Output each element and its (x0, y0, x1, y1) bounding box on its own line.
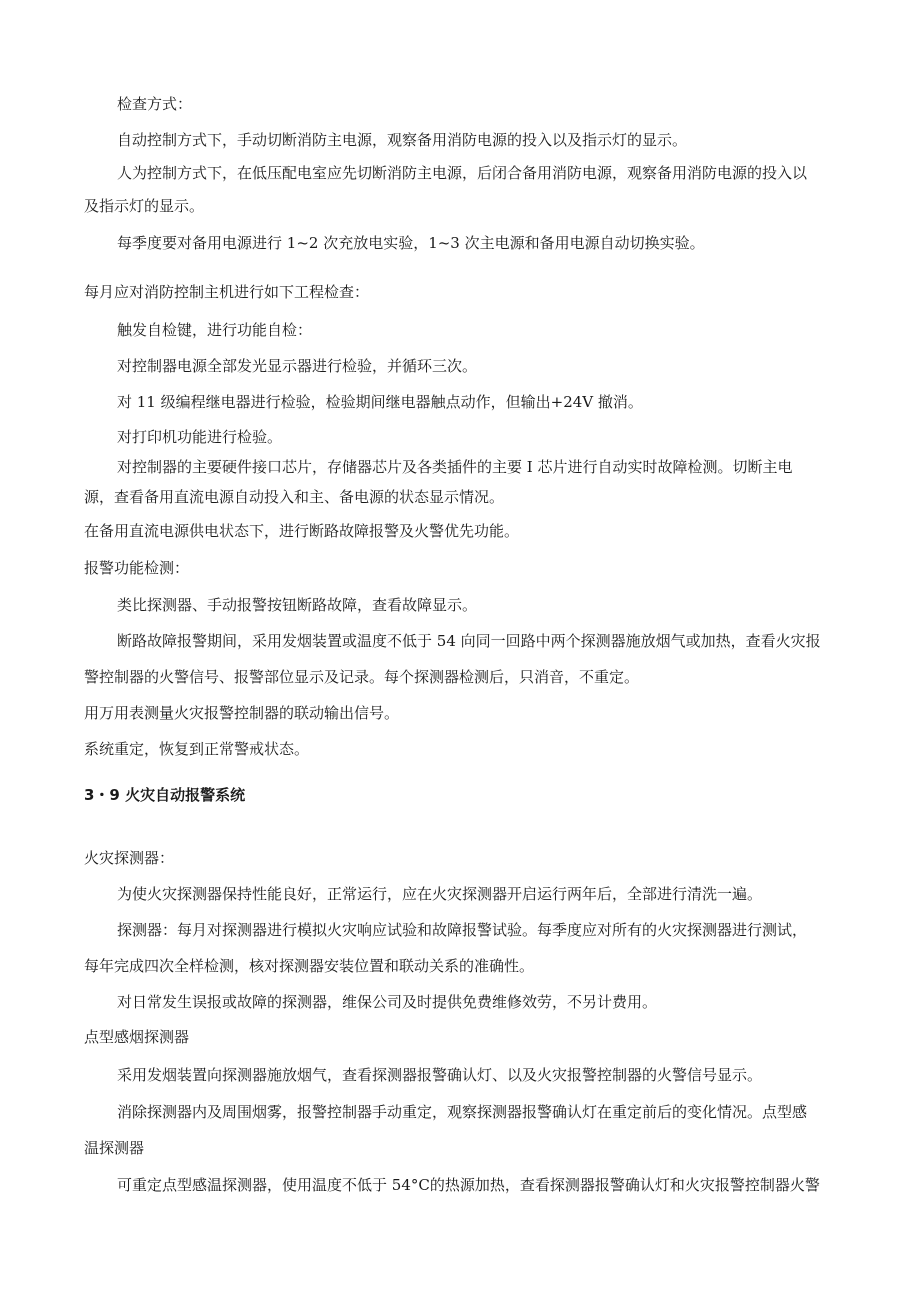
text-line: 警控制器的火警信号、报警部位显示及记录。每个探测器检测后，只消音，不重定。 (84, 668, 640, 686)
text-line: 系统重定，恢复到正常警戒状态。 (84, 740, 310, 758)
text-line: 报警功能检测： (84, 559, 190, 577)
text-line: 触发自检键，进行功能自检： (117, 321, 313, 339)
text-line: 对控制器电源全部发光显示器进行检验，并循环三次。 (117, 357, 478, 375)
text-line: 每年完成四次全样检测，核对探测器安装位置和联动关系的准确性。 (84, 957, 535, 975)
text-line: 检查方式： (117, 95, 193, 113)
text-line: 对日常发生误报或故障的探测器，维保公司及时提供免费维修效劳，不另计费用。 (117, 993, 658, 1011)
text-line: 在备用直流电源供电状态下，进行断路故障报警及火警优先功能。 (84, 522, 520, 540)
text-line: 温探测器 (84, 1139, 145, 1157)
text-line: 消除探测器内及周围烟雾，报警控制器手动重定，观察探测器报警确认灯在重定前后的变化情况。点型感 (117, 1103, 808, 1121)
text-line: 及指示灯的显示。 (84, 197, 205, 215)
text-line: 用万用表测量火灾报警控制器的联动输出信号。 (84, 704, 400, 722)
text-line: 源，查看备用直流电源自动投入和主、备电源的状态显示情况。 (84, 488, 505, 506)
text-line: 为使火灾探测器保持性能良好，正常运行，应在火灾探测器开启运行两年后，全部进行清洗一遍。 (117, 885, 763, 903)
text-line: 人为控制方式下，在低压配电室应先切断消防主电源，后闭合备用消防电源，观察备用消防电源的投入以 (117, 164, 808, 182)
text-line: 对控制器的主要硬件接口芯片，存储器芯片及各类插件的主要 I 芯片进行自动实时故障检测。切断主电 (117, 458, 793, 476)
text-line: 自动控制方式下，手动切断消防主电源，观察备用消防电源的投入以及指示灯的显示。 (117, 131, 688, 149)
text-line: 可重定点型感温探测器，使用温度不低于 54°C的热源加热，查看探测器报警确认灯和火灾报警控制器火警 (117, 1176, 820, 1194)
text-line: 每季度要对备用电源进行 1~2 次充放电实验，1~3 次主电源和备用电源自动切换实验。 (117, 234, 705, 252)
text-line: 每月应对消防控制主机进行如下工程检查： (84, 283, 370, 301)
text-line: 采用发烟装置向探测器施放烟气，查看探测器报警确认灯、以及火灾报警控制器的火警信号显示。 (117, 1066, 763, 1084)
text-line: 探测器：每月对探测器进行模拟火灾响应试验和故障报警试验。每季度应对所有的火灾探测器进行测试， (117, 921, 808, 939)
text-line: 断路故障报警期间，采用发烟装置或温度不低于 54 向同一回路中两个探测器施放烟气或加热，查看火灾报 (117, 632, 821, 650)
text-line: 火灾探测器： (84, 849, 175, 867)
text-line: 类比探测器、手动报警按钮断路故障，查看故障显示。 (117, 596, 478, 614)
text-line: 点型感烟探测器 (84, 1028, 190, 1046)
section-heading: 3・9 火灾自动报警系统 (84, 786, 246, 804)
text-line: 对 11 级编程继电器进行检验，检验期间继电器触点动作，但输出+24V 撤消。 (117, 393, 643, 411)
text-line: 对打印机功能进行检验。 (117, 428, 283, 446)
